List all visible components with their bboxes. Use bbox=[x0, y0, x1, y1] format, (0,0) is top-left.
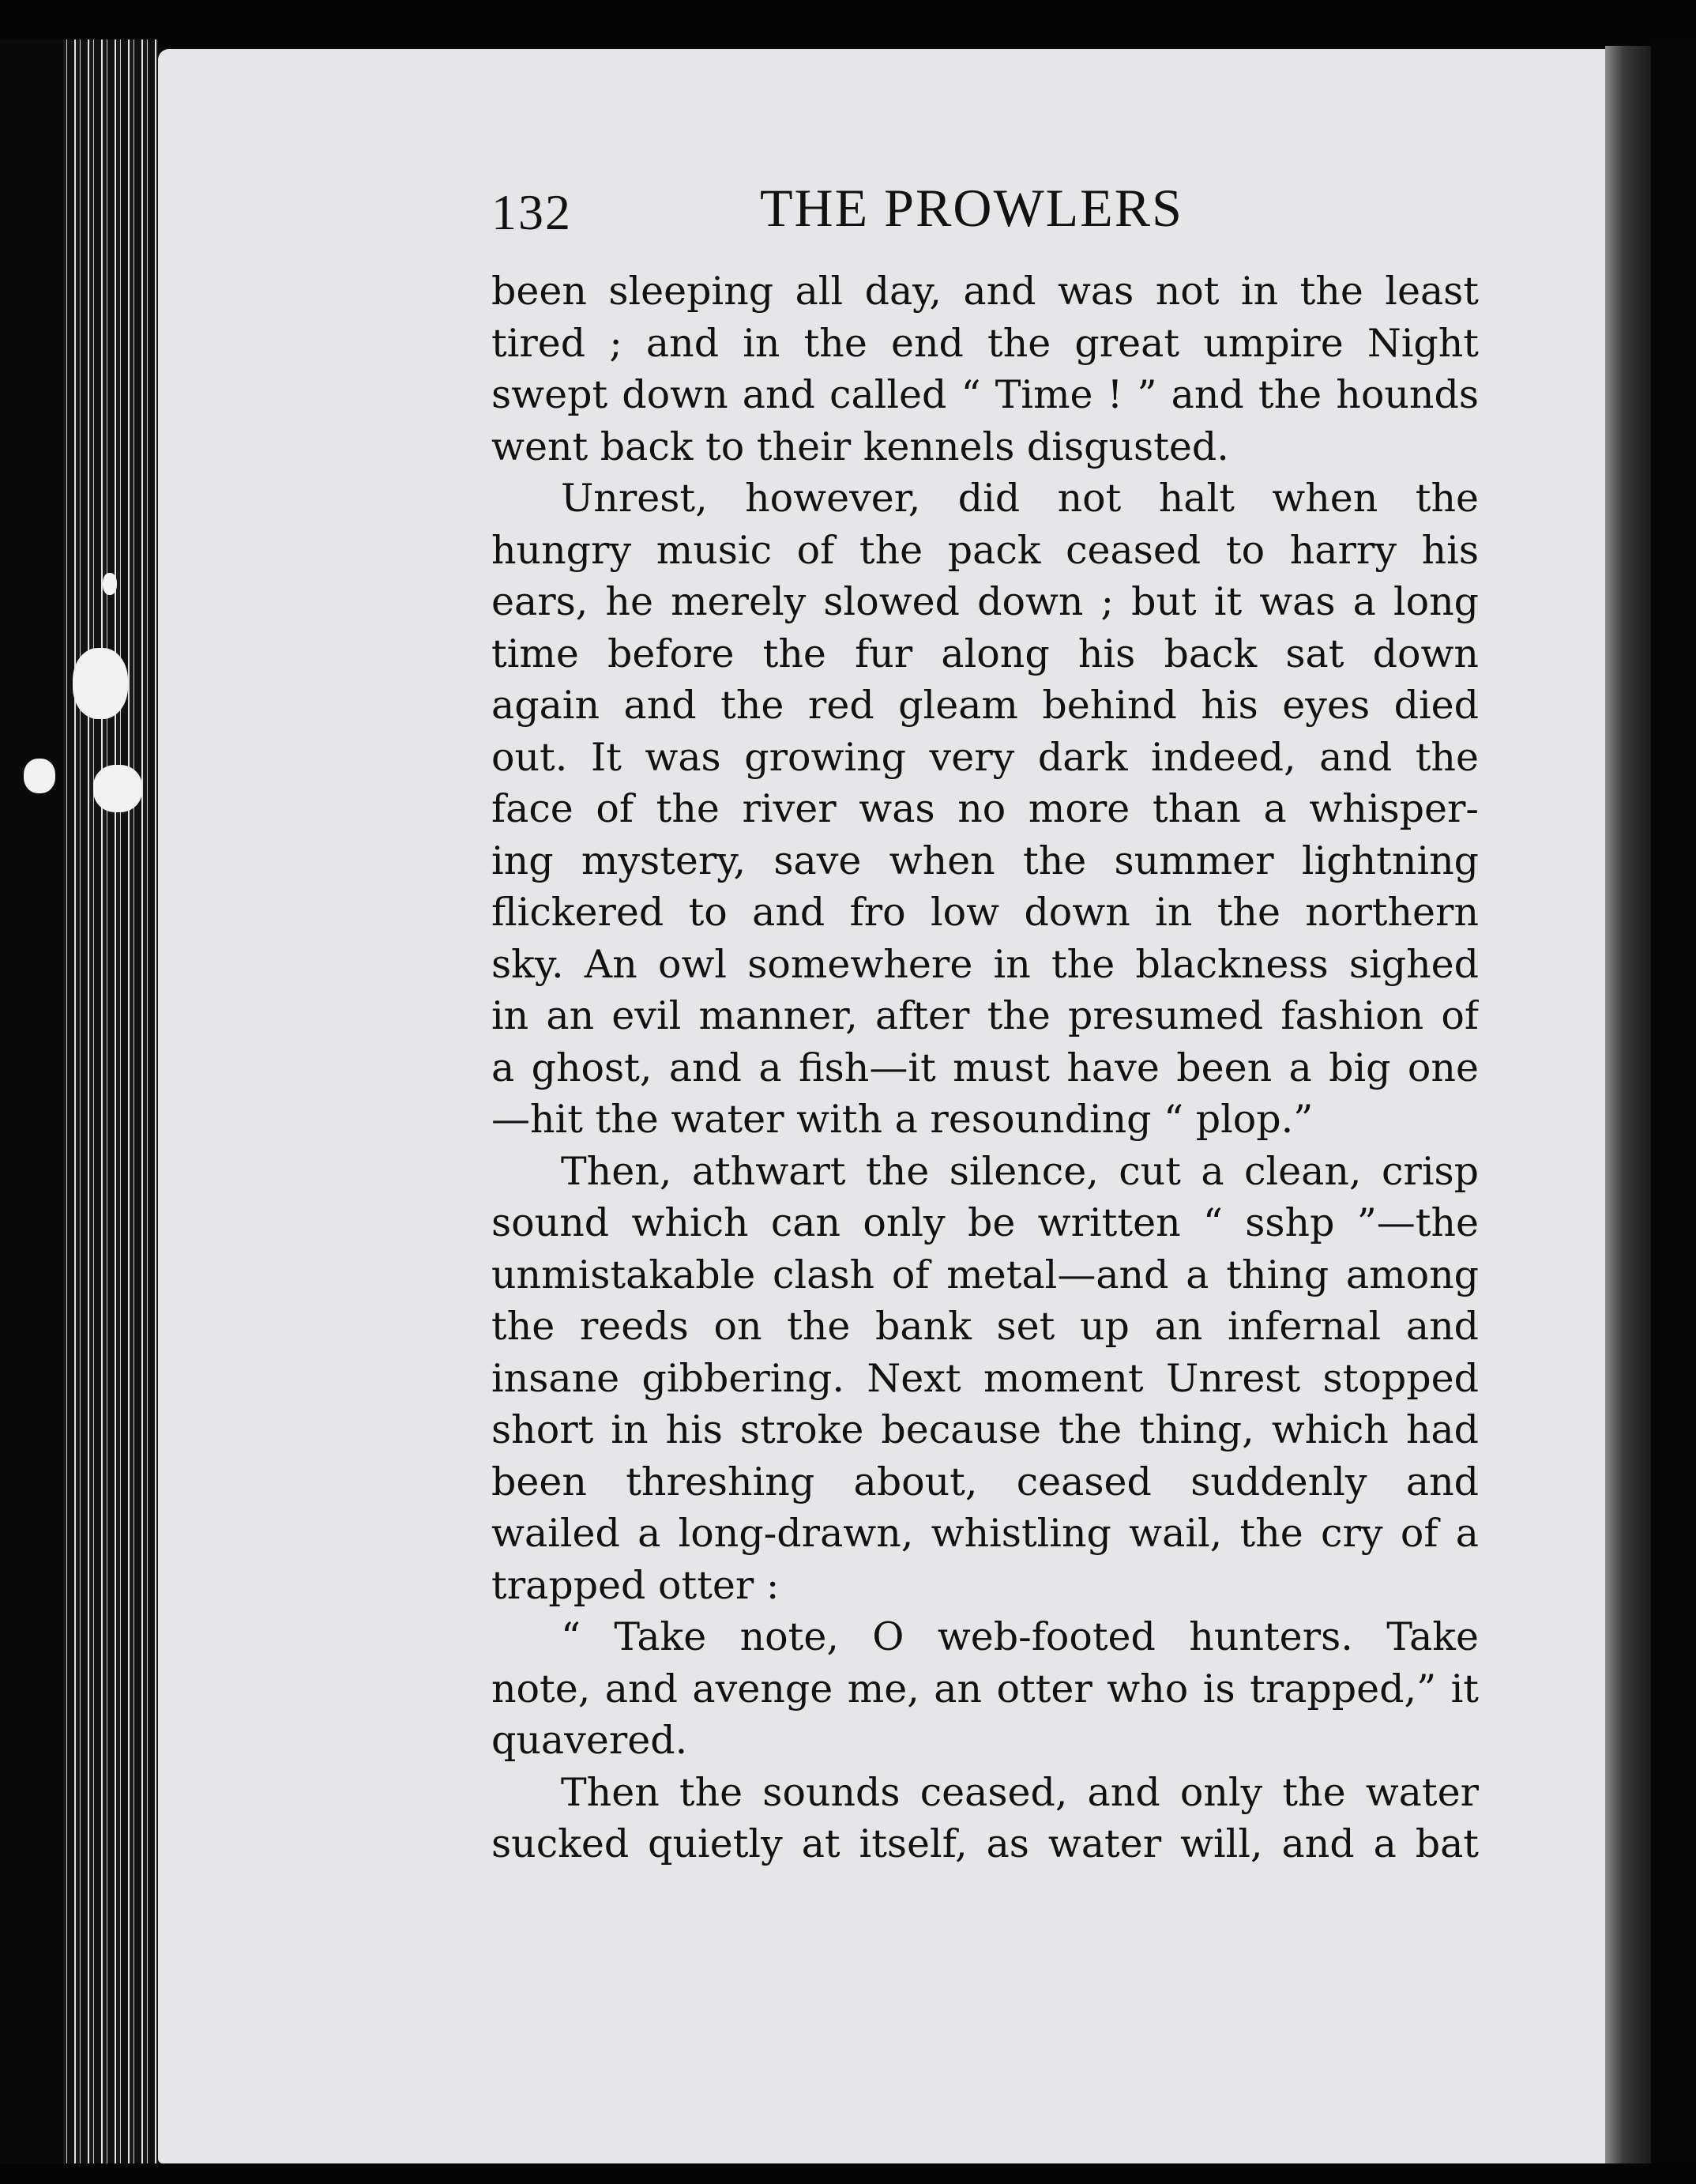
text-line: a ghost, and a fish—it must have been a big one bbox=[491, 1045, 1479, 1090]
text-line: the reeds on the bank set up an infernal and bbox=[491, 1304, 1479, 1349]
text-line: been threshing about, ceased suddenly and bbox=[491, 1459, 1479, 1504]
page-number: 132 bbox=[491, 184, 572, 240]
text-line: been sleeping all day, and was not in the least bbox=[491, 269, 1479, 314]
scan-right-border bbox=[1651, 40, 1696, 2184]
scan-left-border bbox=[0, 40, 63, 2184]
text-line: flickered to and fro low down in the northern bbox=[491, 890, 1479, 935]
text-line: short in his stroke because the thing, which had bbox=[491, 1407, 1479, 1452]
text-line: face of the river was no more than a whisper- bbox=[491, 786, 1479, 831]
text-line: in an evil manner, after the presumed fashion of bbox=[491, 993, 1479, 1038]
text-line: sky. An owl somewhere in the blackness sighed bbox=[491, 941, 1479, 987]
text-line: Then, athwart the silence, cut a clean, crisp bbox=[561, 1148, 1479, 1194]
scan-bottom-border bbox=[0, 2163, 1696, 2184]
text-line: ing mystery, save when the summer lightning bbox=[491, 838, 1479, 883]
page-header bbox=[491, 178, 1479, 247]
text-line: Then the sounds ceased, and only the water bbox=[561, 1769, 1479, 1815]
text-line: —hit the water with a resounding “ plop.” bbox=[491, 1097, 1314, 1142]
text-line: note, and avenge me, an otter who is trapped,” it bbox=[491, 1666, 1479, 1711]
text-line: wailed a long-drawn, whistling wail, the cry of a bbox=[491, 1511, 1479, 1556]
text-line: hungry music of the pack ceased to harry his bbox=[491, 527, 1479, 573]
text-line: out. It was growing very dark indeed, and the bbox=[491, 734, 1479, 780]
text-line: unmistakable clash of metal—and a thing among bbox=[491, 1252, 1479, 1297]
text-line: sucked quietly at itself, as water will, and a bat bbox=[491, 1821, 1479, 1866]
page-edge-right bbox=[1605, 46, 1651, 2179]
text-line: insane gibbering. Next moment Unrest stopped bbox=[491, 1355, 1479, 1401]
paper-stain bbox=[103, 573, 117, 595]
text-line: trapped otter : bbox=[491, 1562, 780, 1608]
paper-stain bbox=[24, 759, 55, 793]
running-head: THE PROWLERS bbox=[760, 178, 1183, 238]
text-line: tired ; and in the end the great umpire Night bbox=[491, 320, 1479, 366]
text-line: went back to their kennels disgusted. bbox=[491, 424, 1229, 469]
text-line: quavered. bbox=[491, 1718, 688, 1763]
text-line: time before the fur along his back sat down bbox=[491, 631, 1479, 676]
paper-stain bbox=[73, 648, 128, 719]
text-line: again and the red gleam behind his eyes died bbox=[491, 683, 1479, 728]
text-line: Unrest, however, did not halt when the bbox=[561, 476, 1479, 521]
paper-stain bbox=[93, 765, 142, 812]
text-line: “ Take note, O web-footed hunters. Take bbox=[561, 1614, 1479, 1659]
text-line: sound which can only be written “ sshp ”—the bbox=[491, 1200, 1479, 1245]
text-line: swept down and called “ Time ! ” and the hounds bbox=[491, 372, 1479, 417]
scan-top-border bbox=[0, 0, 1696, 47]
body-text bbox=[491, 265, 1479, 1870]
text-line: ears, he merely slowed down ; but it was a long bbox=[491, 579, 1479, 624]
